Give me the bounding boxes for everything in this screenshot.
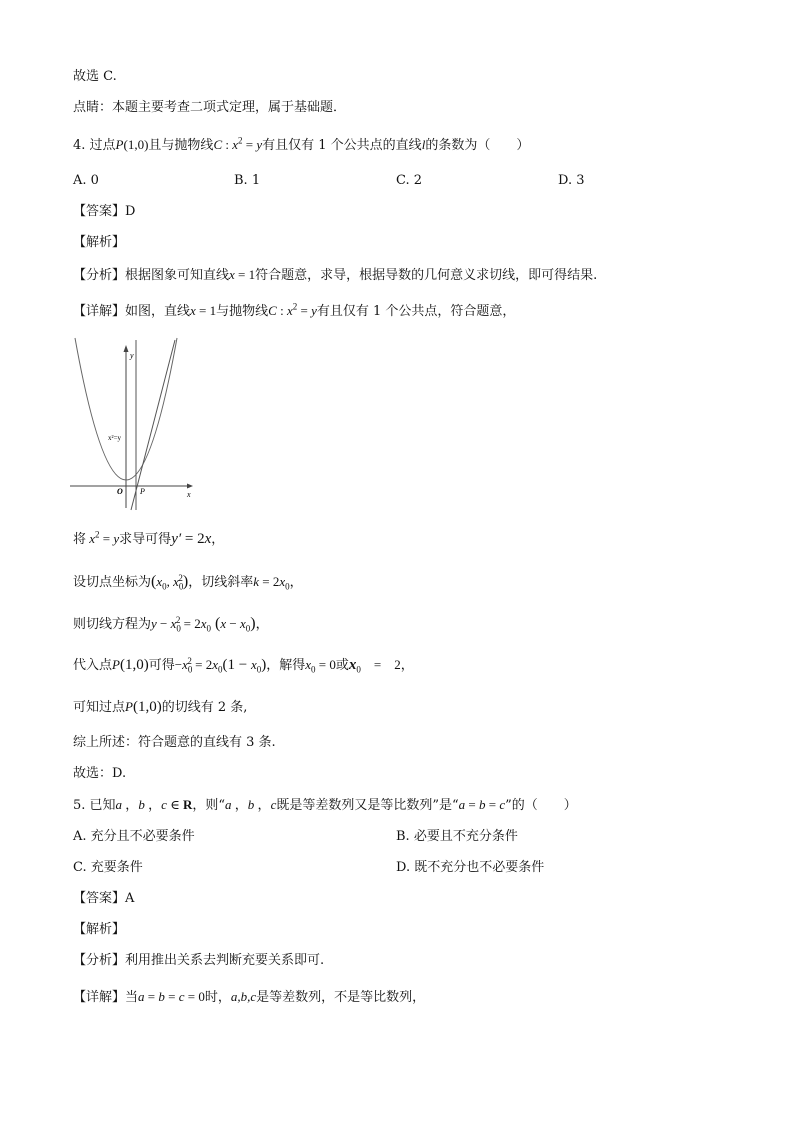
text-line: 故选 C. bbox=[73, 69, 117, 84]
step-derivative: 将 $x^2 = y$求导可得y′ = 2x， bbox=[73, 529, 225, 547]
q4-option-b: B. 1 bbox=[234, 173, 261, 188]
y-axis-arrow bbox=[124, 345, 129, 352]
x-axis-arrow bbox=[187, 484, 193, 489]
analysis-4-summary: 【分析】根据图象可知直线x = 1符合题意，求导，根据导数的几何意义求切线，即可得结果. bbox=[73, 267, 598, 283]
q5-option-d: D. 既不充分也不必要条件 bbox=[396, 860, 545, 875]
step-conclusion-tangents: 可知过点P(1,0)的切线有 2 条, bbox=[73, 699, 248, 715]
note-line: 点睛：本题主要考查二项式定理，属于基础题． bbox=[73, 100, 347, 115]
answer-5: 【答案】A bbox=[73, 891, 135, 906]
y-axis-label: y bbox=[130, 351, 134, 360]
step-tangent-point: 设切点坐标为($x_0$, $x_0^2$)，切线斜率$k = 2x_0$， bbox=[73, 572, 303, 592]
analysis-5-summary: 【分析】利用推出关系去判断充要关系即可. bbox=[73, 953, 325, 968]
step-substitute: 代入点P(1,0)可得$-x_0^2 = 2x_0(1 - x_0)$，解得$x_0 = 0$或$x_0$ = 2， bbox=[73, 655, 414, 675]
q4-option-c: C. 2 bbox=[396, 173, 423, 188]
detail-5-first: 【详解】当a = b = c = 0时，a,b,c是等差数列，不是等比数列， bbox=[73, 989, 426, 1005]
step-tangent-equation: 则切线方程为$y - x_0^2 = 2x_0$ $(x - x_0)$， bbox=[73, 614, 269, 634]
question-4-stem: 4. 过点P(1,0)且与抛物线C : $x^2 = y$有且仅有 1 个公共点的直线l的条数为（ ） bbox=[73, 135, 530, 153]
q4-option-d: D. 3 bbox=[558, 173, 585, 188]
q5-option-a: A. 充分且不必要条件 bbox=[73, 829, 195, 844]
detail-4-intro: 【详解】如图，直线x = 1与抛物线C : $x^2 = y$有且仅有 1 个公共点，符合题意， bbox=[73, 301, 516, 319]
step-summary: 综上所述：符合题意的直线有 3 条. bbox=[73, 735, 276, 750]
q5-option-b: B. 必要且不充分条件 bbox=[396, 829, 518, 844]
choice-4: 故选：D. bbox=[73, 766, 127, 781]
parabola-figure bbox=[70, 336, 196, 512]
origin-label: O bbox=[117, 487, 123, 496]
question-5-stem: 5. 已知a ，b ，c ∈ R，则“a ，b ，c既是等差数列又是等比数列”是“a = b = c”的（ ） bbox=[73, 797, 577, 813]
q5-option-c: C. 充要条件 bbox=[73, 860, 143, 875]
analysis-4-heading: 【解析】 bbox=[73, 235, 126, 250]
x-axis-label: x bbox=[187, 490, 191, 499]
point-p-label: P bbox=[140, 487, 145, 496]
curve-equation-label: x²=y bbox=[108, 434, 122, 442]
q4-option-a: A. 0 bbox=[73, 173, 99, 188]
tangent-line bbox=[131, 340, 175, 510]
analysis-5-heading: 【解析】 bbox=[73, 922, 126, 937]
answer-4: 【答案】D bbox=[73, 204, 136, 219]
